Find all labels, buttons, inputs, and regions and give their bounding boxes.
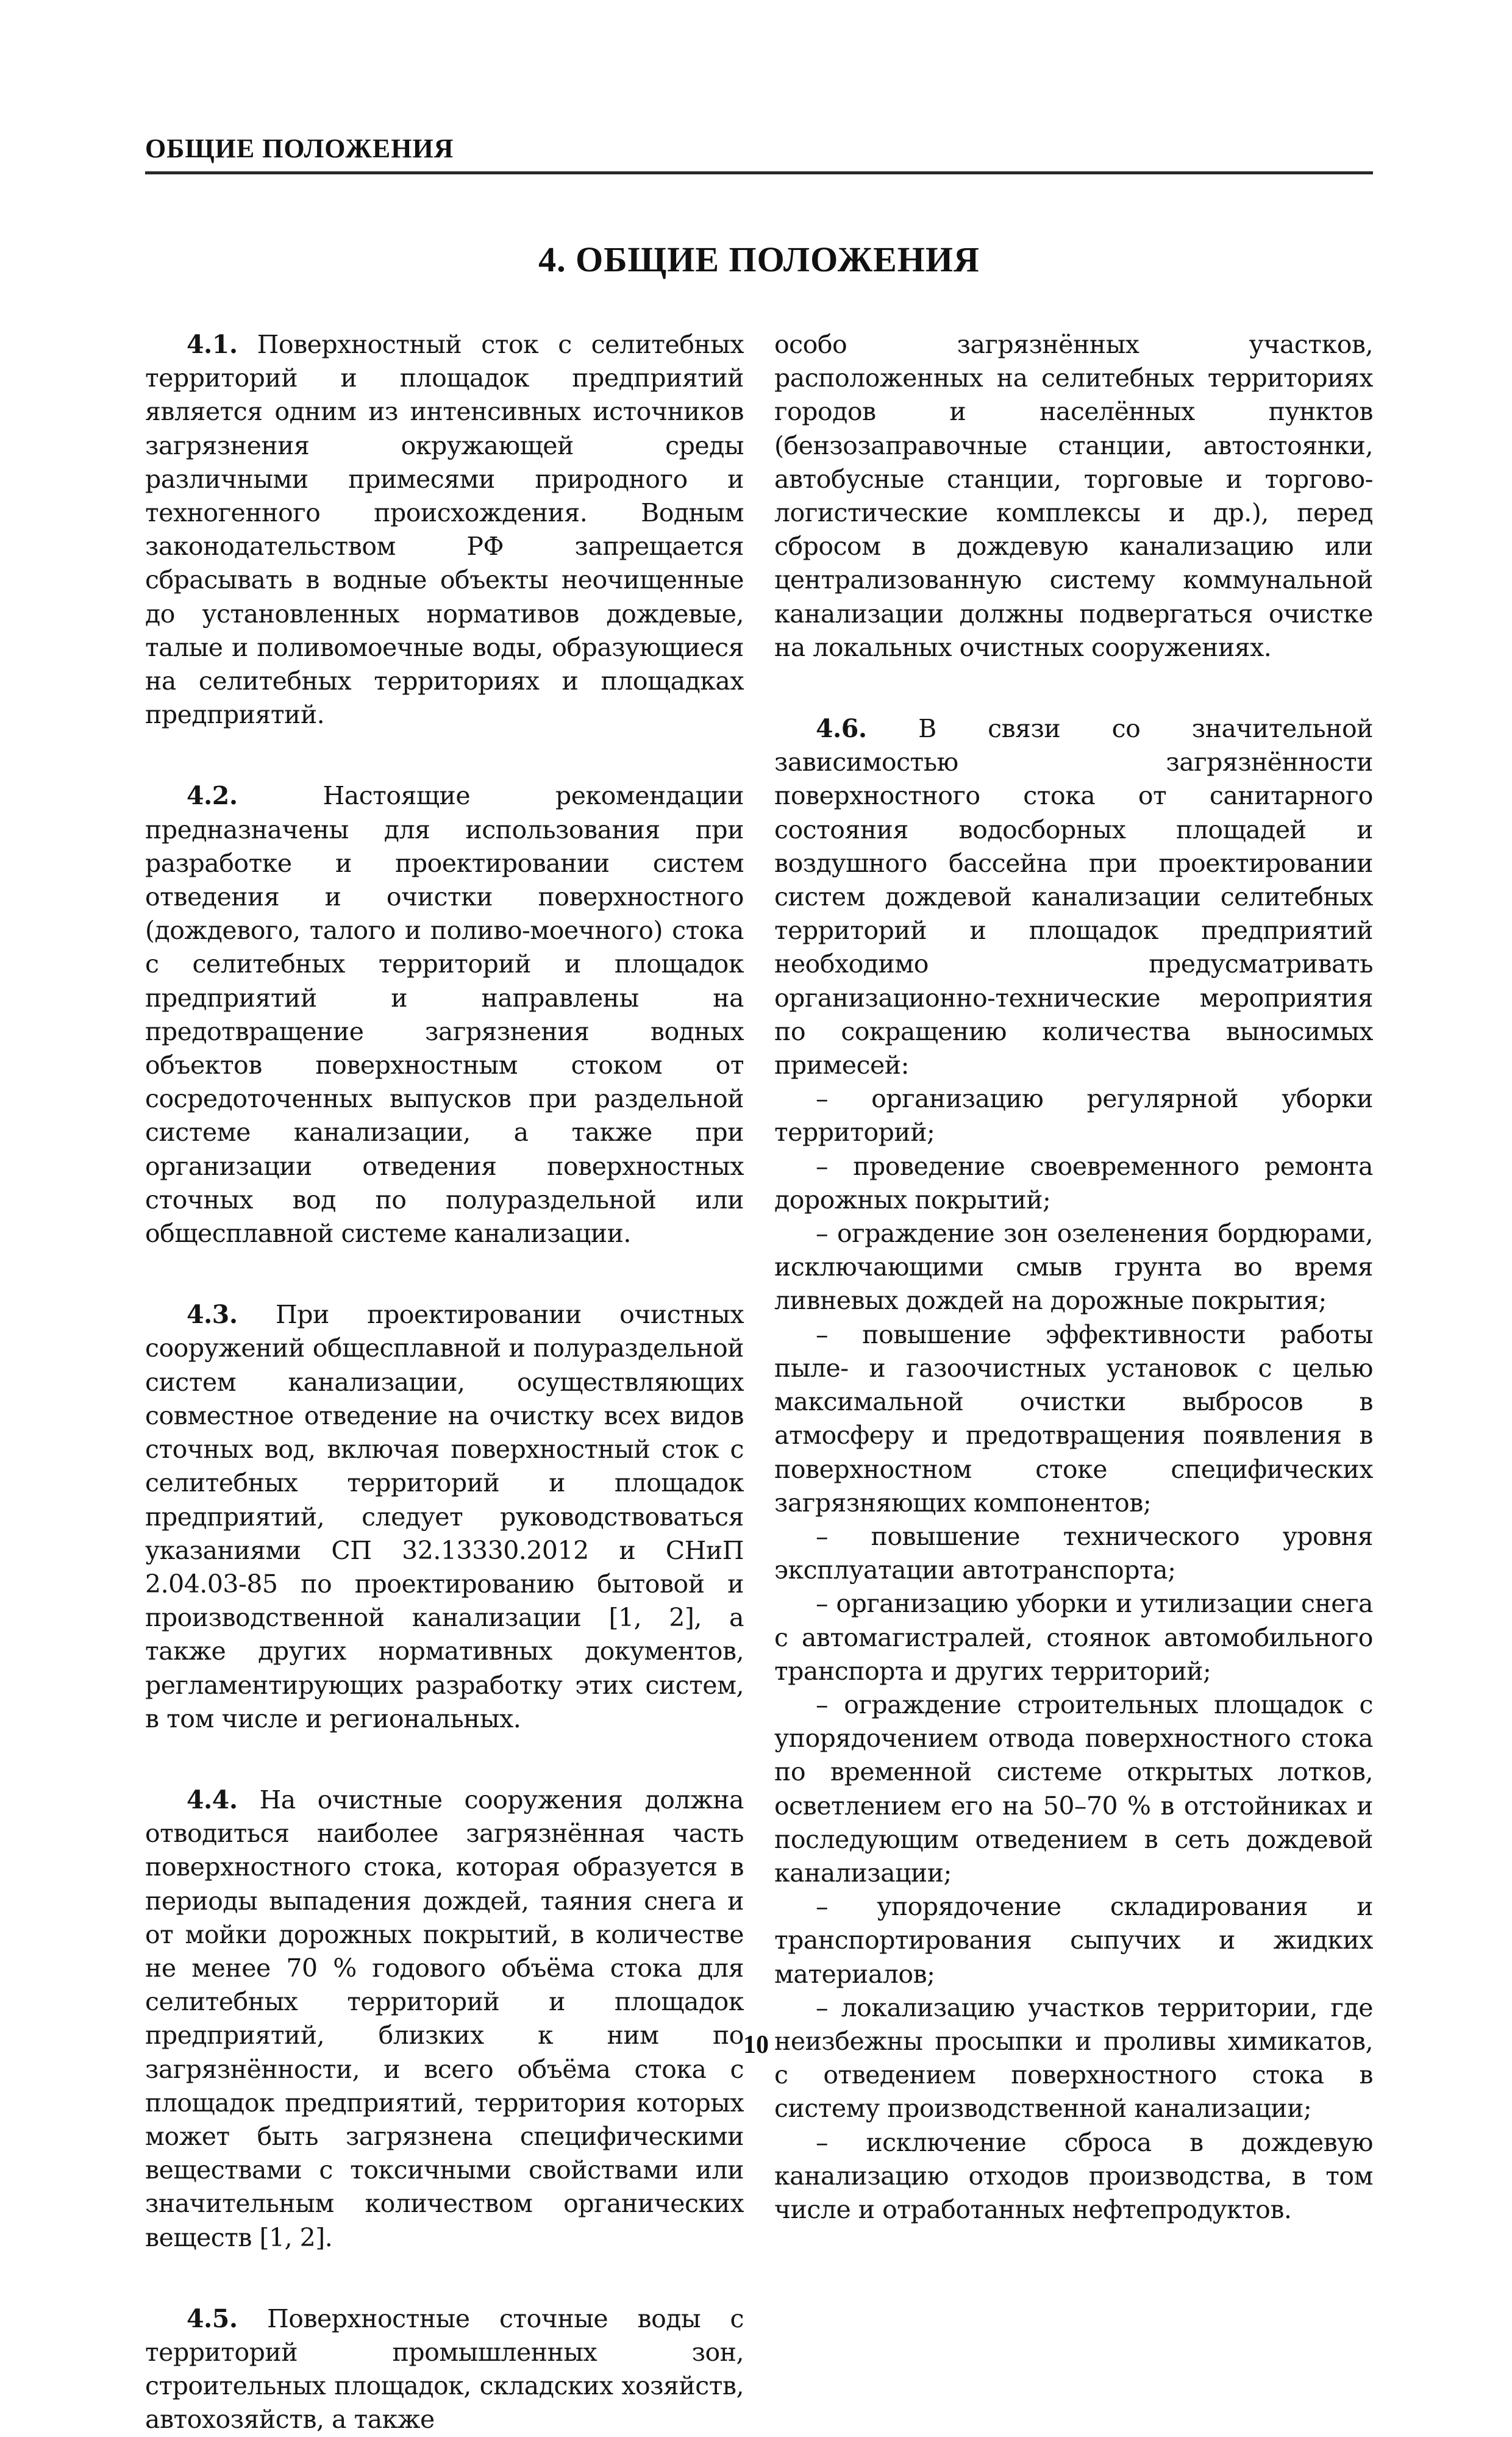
list-item: – повышение эффективности работы пыле- и газоочистных установок с целью максимальной очистки выбросов в атмосферу и предотвращения появления в поверхностном стоке специфических загрязняющих компонентов; — [774, 1319, 1373, 1518]
page-number: 10 — [743, 2031, 769, 2059]
list-item: – локализацию участков территории, где неизбежны просыпки и проливы химикатов, с отведением поверхностного стока в систему производственной канализации; — [774, 1993, 1373, 2124]
chapter-title: 4. ОБЩИЕ ПОЛОЖЕНИЯ — [538, 240, 980, 279]
paragraph-4-6 — [774, 712, 1373, 1082]
section-number: 4.2. — [187, 781, 238, 811]
paragraph-text: На очистные сооружения должна отводиться наиболее загрязнённая часть поверхностного стока, которая образуется в периоды выпадения дождей, таяния снега и от мойки дорожных покрытий, в количестве не менее 70 % годового объёма стока для селитебных территорий и площадок предприятий, близких к ним по загрязнённости, и всего объёма стока с площадок предприятий, территория которых может быть загрязнена специфическими веществами с токсичными свойствами или значительным количеством органических веществ [1, 2]. — [145, 1785, 744, 2252]
paragraph-text: Настоящие рекомендации предназначены для использования при разработке и проектировании систем отведения и очистки поверхностного (дождевого, талого и поливо-моечного) стока с селитебных территорий и площадок предприятий и направлены на предотвращение загрязнения водных объектов поверхностным стоком от сосредоточенных выпусков при раздельной системе канализации, а также при организации отведения поверхностных сточных вод по полураздельной или общесплавной системе канализации. — [145, 781, 744, 1249]
section-number: 4.6. — [816, 714, 867, 744]
section-number: 4.4. — [187, 1785, 238, 1814]
list-item: – повышение технического уровня эксплуатации автотранспорта; — [774, 1521, 1373, 1585]
right-column — [774, 328, 1373, 2227]
running-head: ОБЩИЕ ПОЛОЖЕНИЯ — [145, 134, 454, 163]
paragraph-4-5-continuation: особо загрязнённых участков, расположенных на селитебных территориях городов и населённых пунктов (бензозаправочные станции, автостоянки, автобусные станции, торговые и торгово-логистические комплексы и др.), перед сбросом в дождевую канализацию или централизованную систему коммунальной канализации должны подвергаться очистке на локальных очистных сооружениях. — [774, 330, 1373, 662]
list-item: – организацию уборки и утилизации снега с автомагистралей, стоянок автомобильного транспорта и других территорий; — [774, 1589, 1373, 1686]
paragraph-4-1 — [145, 328, 744, 732]
left-column — [145, 328, 744, 2437]
paragraph-text: В связи со значительной зависимостью загрязнённости поверхностного стока от санитарного состояния водосборных площадей и воздушного бассейна при проектировании систем дождевой канализации селитебных территорий и площадок предприятий необходимо предусматривать организационно-технические мероприятия по сокращению количества выносимых примесей: — [774, 714, 1373, 1080]
list-item: – проведение своевременного ремонта дорожных покрытий; — [774, 1151, 1373, 1215]
section-number: 4.1. — [187, 330, 238, 359]
section-number: 4.5. — [187, 2303, 238, 2333]
paragraph-text: Поверхностный сток с селитебных территорий и площадок предприятий является одним из интенсивных источников загрязнения окружающей среды различными примесями природного и техногенного происхождения. Водным законодательством РФ запрещается сбрасывать в водные объекты неочищенные до установленных нормативов дождевые, талые и поливомоечные воды, образующиеся на селитебных территориях и площадках предприятий. — [145, 330, 744, 730]
paragraph-text: Поверхностные сточные воды с территорий промышленных зон, строительных площадок, складских хозяйств, автохозяйств, а также — [145, 2303, 744, 2435]
list-item: – организацию регулярной уборки территорий; — [774, 1084, 1373, 1147]
paragraph-4-5 — [145, 2302, 744, 2437]
list-item: – ограждение зон озеленения бордюрами, исключающими смыв грунта во время ливневых дождей на дорожные покрытия; — [774, 1219, 1373, 1316]
paragraph-4-4 — [145, 1783, 744, 2255]
paragraph-4-3 — [145, 1298, 744, 1736]
list-item: – упорядочение складирования и транспортирования сыпучих и жидких материалов; — [774, 1892, 1373, 1989]
paragraph-text: При проектировании очистных сооружений общесплавной и полураздельной систем канализации, осуществляющих совместное отведение на очистку всех видов сточных вод, включая поверхностный сток с селитебных территорий и площадок предприятий, следует руководствоваться указаниями СП 32.13330.2012 и СНиП 2.04.03-85 по проектированию бытовой и производственной канализации [1, 2], а также других нормативных документов, регламентирующих разработку этих систем, в том числе и региональных. — [145, 1300, 744, 1733]
list-item: – ограждение строительных площадок с упорядочением отвода поверхностного стока по временной системе открытых лотков, осветлением его на 50–70 % в отстойниках и последующим отведением в сеть дождевой канализации; — [774, 1689, 1373, 1888]
paragraph-4-2 — [145, 779, 744, 1251]
header-rule — [145, 171, 1373, 174]
section-number: 4.3. — [187, 1300, 238, 1330]
list-item: – исключение сброса в дождевую канализацию отходов производства, в том числе и отработанных нефтепродуктов. — [774, 2127, 1373, 2224]
